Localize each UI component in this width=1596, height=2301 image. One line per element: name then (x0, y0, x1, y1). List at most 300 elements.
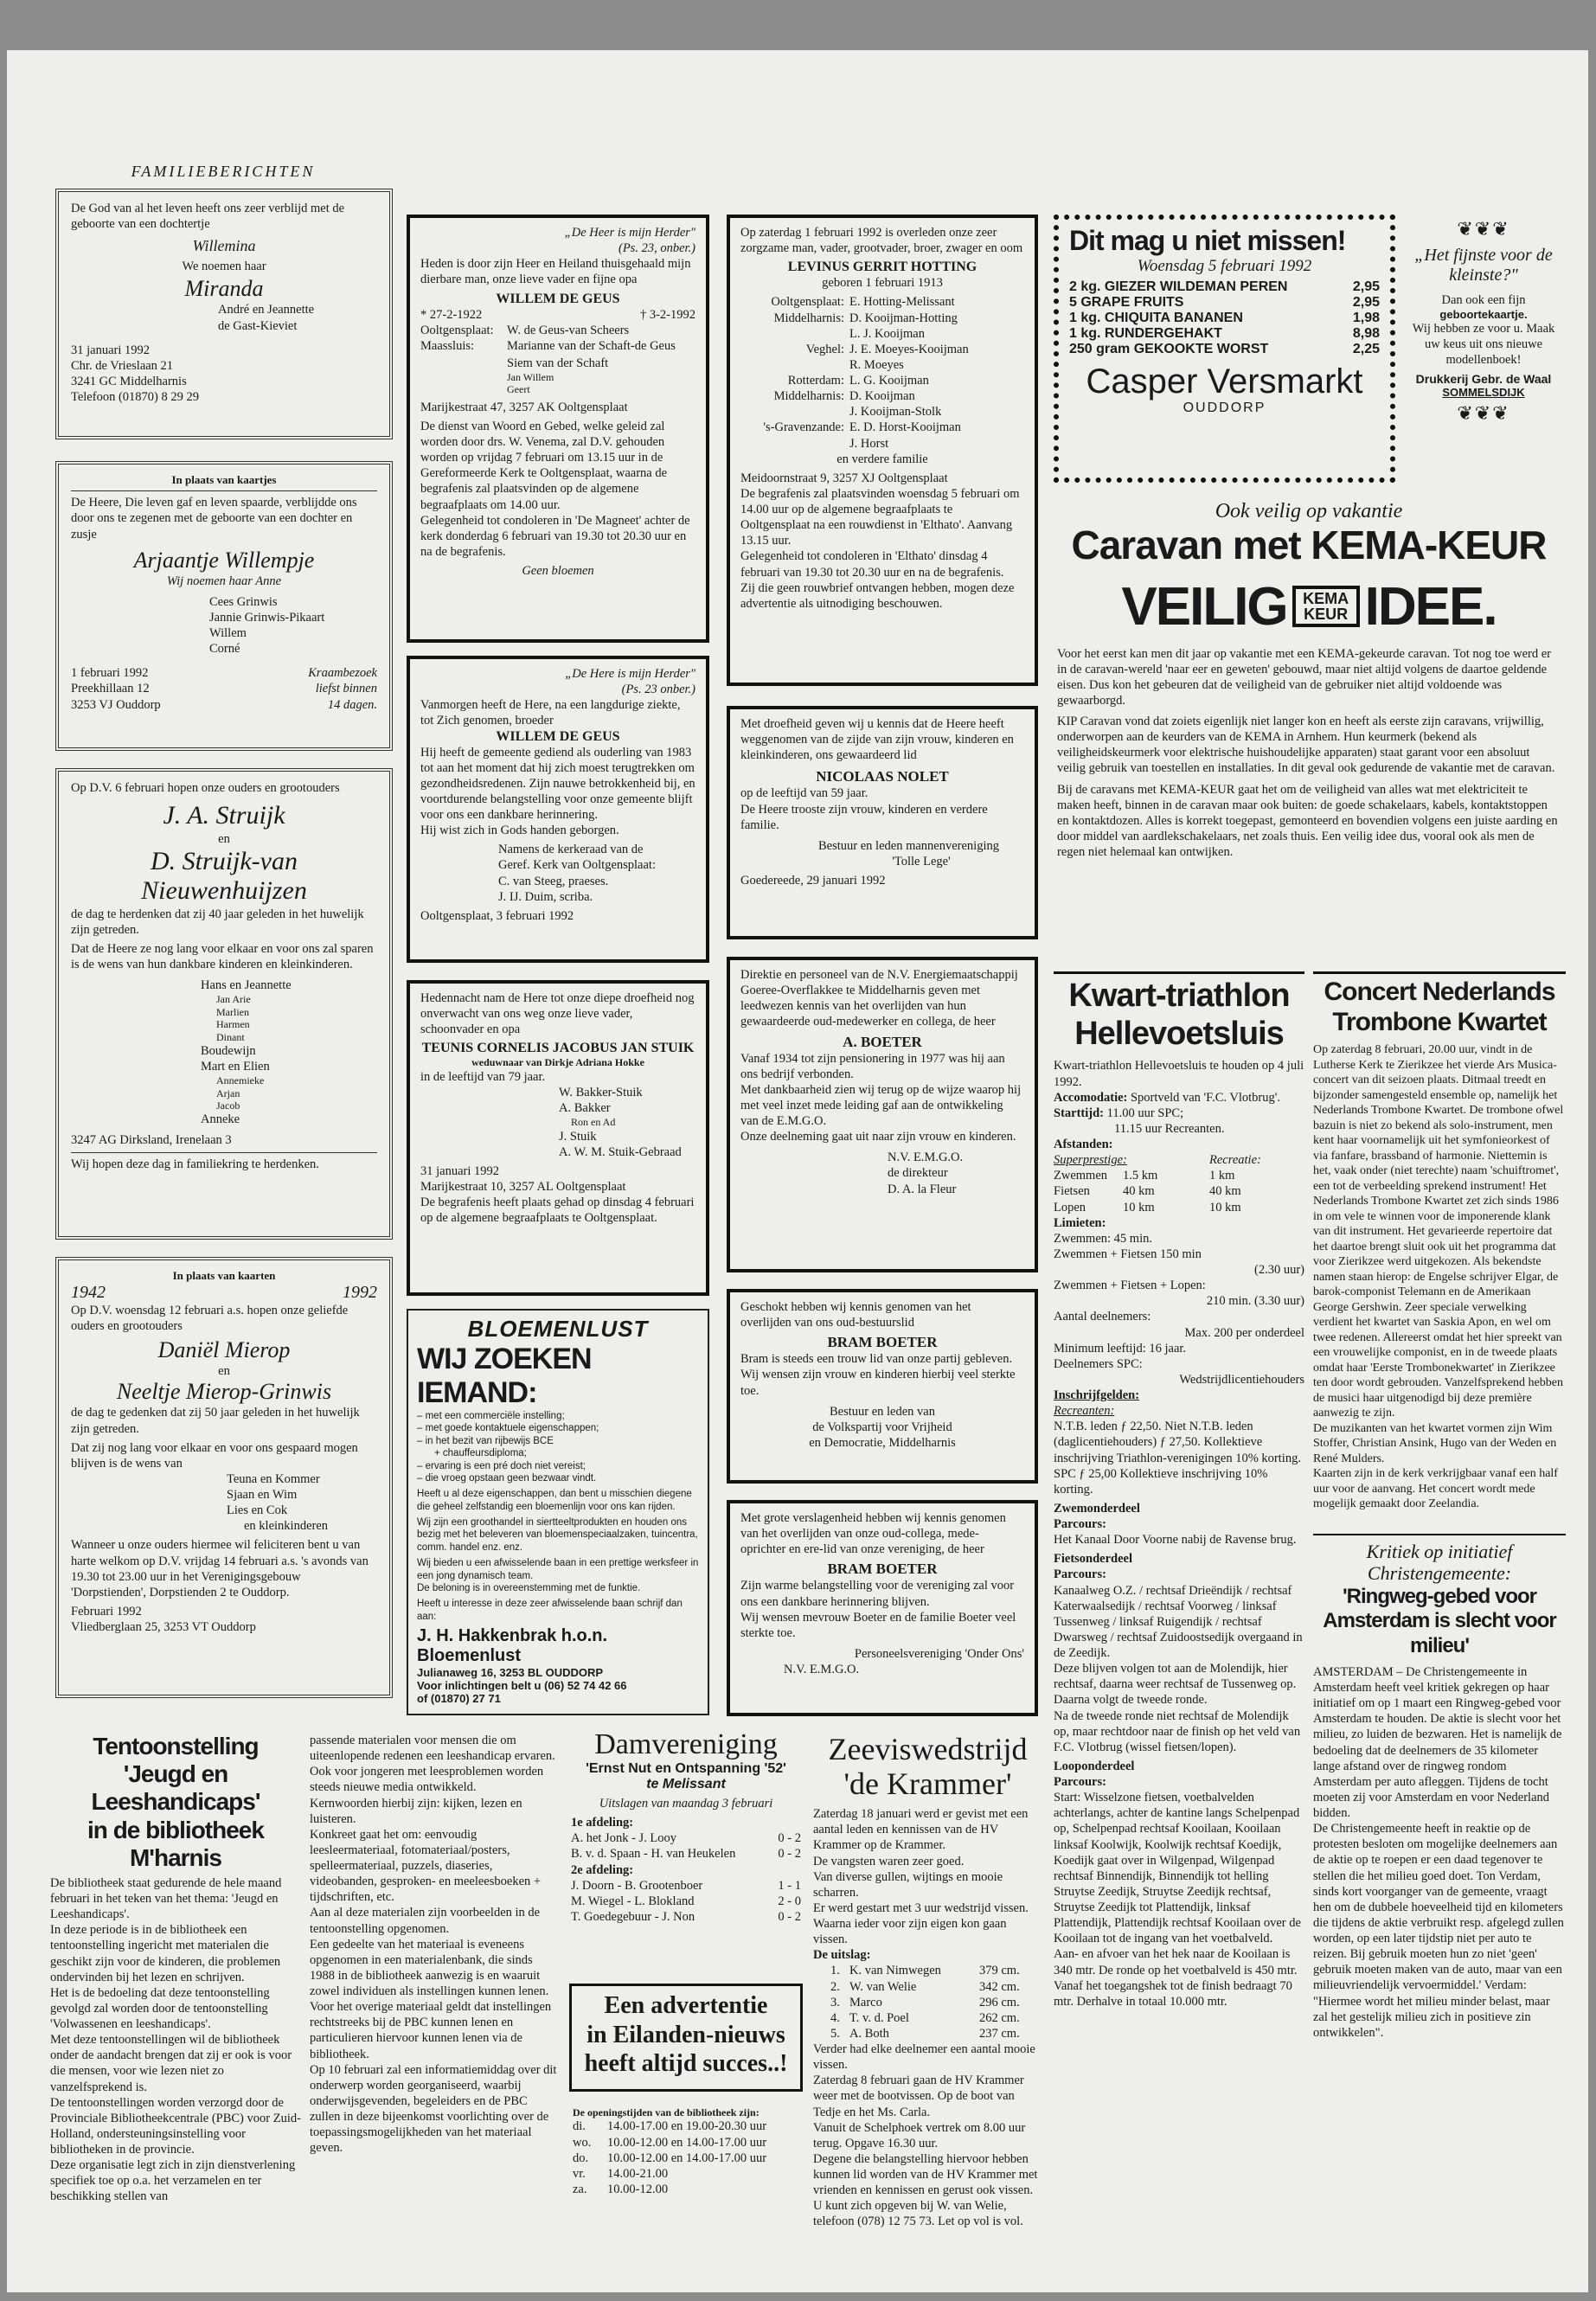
trombone-article (1313, 971, 1566, 1510)
row-label: Ooltgensplaat: (420, 323, 494, 337)
quote: „De Here is mijn Herder" (565, 667, 695, 681)
length: 379 cm. (979, 1964, 1020, 1978)
company-phone: Voor inlichtingen belt u (06) 52 74 42 66 (417, 1679, 627, 1692)
title-1: Kwart-triathlon (1068, 977, 1290, 1014)
ad-text: Hij wist zich in Gods handen geborgen. (420, 824, 619, 838)
ad-text: De God van al het leven heeft ons zeer verblijd met de geboorte van een dochtertje (71, 202, 345, 232)
company-address: Julianaweg 16, 3253 BL OUDDORP (417, 1666, 604, 1679)
shop-place: SOMMELSDIJK (1442, 385, 1525, 399)
paragraph: Een gedeelte van het materiaal is eveneens opgenomen in een materialenbank, die sinds 1988 in de bibliotheek aanwezig is en waaruit zowel individuen als instellingen kunnen lenen. Voor het overige materiaal geldt dat instellingen rechtstreeks bij de PBC kunnen lenen en particulieren hiervoor kunnen lenen via de bibliotheek. (310, 1937, 552, 2061)
signature: de direkteur (888, 1166, 948, 1181)
ad-mid: We noemen haar (182, 260, 266, 274)
deceased-name: A. BOETER (843, 1033, 922, 1050)
ad-text: Hij heeft de gemeente gediend als ouderling van 1983 tot aan het moment dat hij zich moest terugtrekken om gezondheidsredenen. Zijn nauwe betrokkenheid bij, en voortdurende belangstelling voor onze gemeente blijft voor ons een dankbare herinnering. (420, 745, 695, 822)
section: 2e afdeling: (571, 1862, 634, 1877)
signature: Bestuur en leden van (829, 1404, 935, 1419)
family-member: Harmen (216, 1018, 250, 1031)
paragraph: In deze periode is in de bibliotheek een tentoonstelling ingericht met materialen die geschikt zijn voor de kinderen, die problemen ondervinden bij het lezen en schrijven. (50, 1923, 281, 1984)
label: Parcours: (1054, 1775, 1106, 1789)
ad-title: In plaats van kaartjes (171, 473, 277, 486)
row-value: E. Hotting-Melissant (849, 295, 955, 310)
line-1: Een advertentie (604, 1992, 768, 2019)
dist-label: Lopen (1054, 1200, 1086, 1215)
section-head: Looponderdeel (1054, 1759, 1135, 1773)
product: 1 kg. RUNDERGEHAKT (1069, 326, 1222, 341)
obituary-geus-family (407, 215, 709, 643)
anniversary-ad-mierop (55, 1257, 393, 1698)
ad-text: Heeft u al deze eigenschappen, dan bent u misschien diegene die geheel zelfstandig een bloemenlijn voor ons kan rijden. (417, 1489, 692, 1512)
birth-ad-miranda (55, 189, 393, 439)
bloemenlust-job-ad (407, 1309, 709, 1715)
bloemenlust-logo: BLOEMENLUST (467, 1316, 649, 1342)
fisher: W. van Welie (849, 1979, 917, 1994)
dist-rec: 10 km (1209, 1200, 1241, 1215)
rank: 4. (830, 2010, 840, 2025)
price-row (1069, 342, 1380, 357)
paragraph: Kernwoorden hierbij zijn: kijken, lezen en luisteren. (310, 1796, 522, 1826)
paragraph: Na de tweede ronde niet rechtsaf de Molendijk op, maar rechtdoor naar de finish op het veld van F.C. Vlotbrug (wissel fietsen/lopen). (1054, 1708, 1301, 1754)
family-member: Siem van der Schaft (507, 356, 609, 370)
headline: WIJ ZOEKEN IEMAND: (417, 1343, 592, 1409)
deceased-name: WILLEM DE GEUS (496, 291, 620, 306)
quote-ref: (Ps. 23, onber.) (618, 241, 695, 256)
dist-label: Fietsen (1054, 1184, 1090, 1199)
row-value: J. E. Moeyes-Kooijman (849, 342, 969, 356)
ad-footer: Wij hopen deze dag in familiekring te herdenken. (71, 1157, 319, 1171)
row-value: Marianne van der Schaft-de Geus (507, 338, 676, 353)
family-member: Hans en Jeannette (201, 978, 292, 993)
bullet: + chauffeursdiploma; (434, 1448, 527, 1459)
match: M. Wiegel - L. Blokland (571, 1894, 695, 1908)
hours: 10.00-12.00 (607, 2182, 669, 2196)
ad-text: Gelegenheid tot condoleren in 'Elthato' dinsdag 4 februari van 19.30 tot 20.30 uur en na de begrafenis. (740, 549, 1004, 580)
date: 1 februari 1992 (71, 666, 149, 681)
bullet-text: met een commerciële instelling; (425, 1411, 565, 1421)
paragraph: Van diverse gullen, wijtings en mooie scharren. (813, 1869, 1003, 1900)
headline: Damvereniging (594, 1728, 778, 1760)
title-2: Hellevoetsluis (1074, 1015, 1284, 1052)
row-label: Middelharnis: (773, 389, 844, 404)
bullet: – die vroeg opstaan geen bezwaar vindt. (417, 1472, 597, 1484)
bullet-text: ervaring is een pré doch niet vereist; (425, 1460, 586, 1471)
ad-text: Met droefheid geven wij u kennis dat de Heere heeft weggenomen van de zijde van zijn vrouw, kinderen en kleinkinderen, ons gewaardeerd lid (740, 717, 1014, 763)
ad-text: Vanaf 1934 tot zijn pensionering in 1977 was hij aan ons bedrijf verbonden. (740, 1051, 1005, 1081)
headline-3: in de bibliotheek M'harnis (87, 1816, 264, 1871)
address-line: 3241 GC Middelharnis (71, 374, 187, 388)
address-line: Preekhillaan 12 (71, 682, 150, 696)
ad-text: Zijn warme belangstelling voor de vereniging zal voor ons een dankbare herinnering blijven. (740, 1579, 1015, 1609)
price-row (1069, 326, 1380, 342)
match: J. Doorn - B. Grootenboer (571, 1878, 703, 1893)
widower-note: weduwnaar van Dirkje Adriana Hokke (471, 1056, 644, 1069)
value: Minimum leeftijd: 16 jaar. (1054, 1341, 1187, 1356)
family-member: Annemieke (216, 1074, 265, 1087)
ad-text: Dat zij nog lang voor elkaar en voor ons gespaard mogen blijven is de wens van (71, 1440, 358, 1471)
row-value: D. Kooijman (849, 389, 915, 404)
signature: N.V. E.M.G.O. (784, 1663, 860, 1676)
family-header-text: FAMILIEBERICHTEN (131, 163, 316, 180)
paragraph: De muzikanten van het kwartet vormen zijn Wim Stoffer, Christian Ansink, Hugo van der Weden en René Mulders. (1313, 1421, 1557, 1465)
versmarkt-ad (1054, 215, 1395, 483)
visit-note: 14 dagen. (327, 697, 377, 712)
ad-footer: Geen bloemen (522, 564, 594, 579)
headline-1: Kritiek op initiatief (1366, 1541, 1513, 1562)
dist-rec: 40 km (1209, 1184, 1241, 1199)
paragraph: Bij de caravans met KEMA-KEUR gaat het om de veiligheid van alles wat met elektriciteit te maken heeft, binnen in de caravan maar ook buiten: de goede schakelaars, kabels, kontaktstoppen en kontaktdozen. Alles is korrekt toegepast, gemonteerd en bovendien volgens een juiste aarding en door middel van aardlekschakelaars, net zoals thuis. Een veilig idee dus, vooral ook als men de regen niet helemaal kan ontwijken. (1057, 782, 1558, 860)
deceased-name: BRAM BOETER (827, 1334, 938, 1351)
length: 296 cm. (979, 1995, 1020, 2009)
kritiek-article (1313, 1534, 1566, 2234)
ad-text: Wij zijn een groothandel in siertteeltprodukten en houden ons bezig met het beleveren van bloemenspeciaalzaken, tuincentra, comm. handel enz. enz. (417, 1517, 698, 1553)
price-row (1069, 295, 1380, 311)
ad-text: Wij wensen zijn vrouw en kinderen hierbij veel sterkte toe. (740, 1368, 1016, 1398)
value: Aantal deelnemers: (1054, 1310, 1151, 1324)
year-end: 1992 (343, 1283, 377, 1302)
label: Parcours: (1054, 1517, 1106, 1531)
row-label: 's-Gravenzande: (763, 420, 844, 435)
day: vr. (573, 2166, 586, 2181)
value: Zwemmen: 45 min. (1054, 1231, 1152, 1246)
fisher: Marco (849, 1995, 882, 2009)
age: op de leeftijd van 59 jaar. (740, 786, 869, 801)
value: 11.00 uur SPC; (1106, 1106, 1184, 1120)
rank: 2. (830, 1979, 840, 1994)
headline-1: Tentoonstelling (93, 1733, 259, 1759)
ad-date: Woensdag 5 februari 1992 (1137, 257, 1312, 275)
ad-text: Geschokt hebben wij kennis genomen van het overlijden van ons oud-bestuurslid (740, 1300, 971, 1330)
parent-1: André en Jeannette (218, 303, 315, 317)
value: Deelnemers SPC: (1054, 1356, 1143, 1371)
label: Inschrijfgelden: (1054, 1388, 1140, 1402)
address-line: Meidoornstraat 9, 3257 XJ Ooltgensplaat (740, 471, 948, 485)
deceased-name: LEVINUS GERRIT HOTTING (787, 260, 977, 275)
ad-text: Heeft u interesse in deze zeer afwisselende baan schrijf dan aan: (417, 1599, 683, 1622)
bullet-text: in het bezit van rijbewijs BCE (425, 1435, 554, 1446)
family-member: Cees Grinwis (209, 594, 278, 609)
ad-text: Hedennacht nam de Here tot onze diepe droefheid nog onverwacht van ons weg onze lieve vader, schoonvader en opa (420, 991, 695, 1037)
obituary-geus-church (407, 656, 709, 963)
library-hours (569, 2105, 803, 2234)
product: 2 kg. GIEZER WILDEMAN PEREN (1069, 279, 1288, 294)
family-member: Jan Willem (507, 371, 554, 383)
row-value: D. Kooijman-Hotting (849, 311, 958, 325)
family-member: Teuna en Kommer (227, 1471, 320, 1486)
match: A. het Jonk - J. Looy (571, 1831, 677, 1846)
paragraph: Zaterdag 18 januari werd er gevist met een aantal leden en kennissen van de HV Krammer op de Krammer. (813, 1807, 1029, 1853)
dist-sup: 40 km (1123, 1184, 1155, 1199)
bullet-text: die vroeg opstaan geen bezwaar vindt. (425, 1472, 597, 1484)
family-member: Lies en Cok (227, 1503, 288, 1518)
child-name-1: Willemina (192, 237, 256, 255)
paragraph: Op 10 februari zal een informatiemiddag over dit onderwerp worden georganiseerd, waarbij onderwijsgevenden, begeleiders en de PBC zullen in deze bijeenkomst voorlichting over de toepassingsmogelijkheden van het materiaal geven. (310, 2062, 557, 2156)
price: 1,98 (1352, 311, 1380, 325)
line-3: heeft altijd succes..! (584, 2050, 788, 2078)
kema-headline: Caravan met KEMA-KEUR (1071, 522, 1547, 567)
damvereniging-article (569, 1728, 803, 1971)
died: † 3-2-1992 (639, 307, 695, 322)
paragraph: KIP Caravan vond dat zoiets eigenlijk niet langer kon en heeft als eerste zijn caravans, vrijwillig, onderworpen aan de keurders van de KEMA in Arnhem. Hun keurmerk (bekend als veiligheidskeurmerk voor elektrische huishoudelijke apparaten) staat garant voor een absoluut veilig gebruik van toestellen en installaties. In dit geval ook gedurende de vakantie met de caravan. (1057, 715, 1555, 776)
ad-text: Wij hebben ze voor u. Maak uw keus uit ons nieuwe modellenboek! (1412, 322, 1555, 368)
signature: J. IJ. Duim, scriba. (498, 889, 593, 904)
child-name-2: Miranda (184, 276, 264, 302)
company-name: J. H. Hakkenbrak h.o.n. Bloemenlust (417, 1626, 608, 1665)
paragraph: Kaarten zijn in de kerk verkrijgbaar vanaf een half uur voor de aanvang. Het concert wordt mede mogelijk gemaakt door Zeelandia. (1313, 1467, 1558, 1510)
ornament-icon: ❦❦❦ (1457, 401, 1510, 424)
length: 262 cm. (979, 2010, 1020, 2025)
signature: N.V. E.M.G.O. (888, 1150, 964, 1165)
deceased-name: NICOLAAS NOLET (816, 768, 949, 785)
age: in de leeftijd van 79 jaar. (420, 1069, 546, 1084)
length: 237 cm. (979, 2026, 1020, 2041)
section-head: Zwemonderdeel (1054, 1501, 1140, 1516)
name-2: D. Struijk-van Nieuwenhuijzen (141, 846, 307, 906)
paragraph: Verder had elke deelnemer een aantal mooie vissen. (813, 2042, 1035, 2073)
kema-logo (1057, 576, 1561, 638)
parent-2: de Gast-Kieviet (218, 318, 298, 333)
fisher: T. v. d. Poel (849, 2010, 909, 2025)
row-label (740, 404, 849, 420)
obituary-stuik (407, 980, 709, 1296)
price-row (1069, 279, 1380, 295)
price: 2,95 (1352, 295, 1380, 310)
signature: Bestuur en leden mannenvereniging (818, 838, 999, 853)
paragraph: Konkreet gaat het om: eenvoudig leesleermateriaal, fotomateriaal/posters, spelleermateriaal, puzzels, diaseries, videobanden, gesproken- en meeleesboeken + tijdschriften, etc. (310, 1827, 542, 1905)
ad-title: Dit mag u niet missen! (1069, 225, 1346, 256)
obituary-boeter-vvd (727, 1289, 1038, 1484)
bullet: – met een commerciële instelling; (417, 1411, 565, 1421)
visit-note: Kraambezoek (308, 666, 377, 681)
dist-rec: 1 km (1209, 1169, 1235, 1183)
obituary-boeter-personeel (727, 1500, 1038, 1716)
paragraph: De tentoonstellingen worden verzorgd door de Provinciale Bibliotheekcentrale (PBC) voor Zuid-Holland, ondersteuningsinstelling voor bibliotheken in de provincie. (50, 2095, 301, 2157)
dist-label: Zwemmen (1054, 1169, 1108, 1183)
signature: en Democratie, Middelharnis (809, 1435, 956, 1450)
ad-text: Dat de Heere ze nog lang voor elkaar en voor ons zal sparen is de wens van hun dankbare kinderen en kleinkinderen. (71, 942, 374, 972)
paragraph: N.T.B. leden ƒ 22,50. Niet N.T.B. leden (daglicentiehouders) ƒ 27,50. Kollektieve inschrijving Triathlon-verenigingen 10% korting. SPC ƒ 25,00 Kollektieve inschrijving 10% korting. (1054, 1420, 1301, 1497)
length: 342 cm. (979, 1979, 1020, 1994)
ad-text: Bram is steeds een trouw lid van onze partij gebleven. (740, 1352, 1013, 1367)
paragraph: De vangsten waren zeer goed. (813, 1854, 965, 1868)
rank: 5. (830, 2026, 840, 2041)
match: B. v. d. Spaan - H. van Heukelen (571, 1847, 736, 1862)
family-member: Marlien (216, 1005, 249, 1018)
logo-left: VEILIG (1121, 576, 1287, 637)
en: en (218, 1364, 230, 1379)
ad-text: Op zaterdag 1 februari 1992 is overleden onze zeer zorgzame man, vader, grootvader, broer, zwager en oom (740, 226, 1023, 256)
date: Ooltgensplaat, 3 februari 1992 (420, 908, 574, 923)
paragraph: passende materialen voor mensen die om uiteenlopende redenen een leeshandicap ervaren. Ook voor jongeren met leesproblemen worden steeds nieuwe media ontwikkeld. (310, 1734, 555, 1795)
row-value: W. de Geus-van Scheers (507, 323, 630, 337)
day: wo. (573, 2135, 592, 2150)
row-label: Veghel: (805, 342, 844, 356)
quote-ref: (Ps. 23 onber.) (621, 683, 695, 697)
value: Zwemmen + Fietsen + Lopen: (1054, 1279, 1206, 1293)
family-member: Anneke (201, 1112, 240, 1127)
name-2: Neeltje Mierop-Grinwis (116, 1379, 332, 1405)
label: Afstanden: (1054, 1138, 1113, 1151)
label: Starttijd: (1054, 1106, 1104, 1120)
hours: 14.00-21.00 (607, 2166, 669, 2181)
family-member: Willem (209, 626, 247, 640)
quote: „De Heer is mijn Herder" (564, 226, 695, 240)
ad-text: Direktie en personeel van de N.V. Energiemaatschappij Goeree-Overflakkee te Middelharnis geven met leedwezen kennis van het overlijden van hun gewaardeerde oud-medewerker en collega, de heer (740, 968, 1018, 1029)
signature: Namens de kerkeraad van de (498, 843, 644, 857)
deceased-name: BRAM BOETER (827, 1561, 938, 1578)
ad-text: Dan ook een fijn (1441, 293, 1526, 307)
ad-text: Wanneer u onze ouders hiermee wil feliciteren bent u van harte welkom op D.V. vrijdag 14 februari a.s. 's avonds van 19.30 tot 23.00 uur in het Verenigingsgebouw 'Dorpstienden', Dorpstienden 2 te Ouddorp. (71, 1538, 369, 1599)
family-member: Ron en Ad (571, 1116, 616, 1129)
family-member: W. Bakker-Stuik (559, 1085, 643, 1099)
signature: de Volkspartij voor Vrijheid (812, 1420, 952, 1434)
kema-keur-mark: KEMA KEUR (1292, 586, 1360, 627)
name-1: J. A. Struijk (163, 801, 285, 830)
ad-text: Wij bieden u een afwisselende baan in een prettige werksfeer in een jong dynamisch team. (417, 1558, 699, 1581)
paragraph: Vanuit de Schelphoek vertrek om 8.00 uur terug. Opgave 16.30 uur. (813, 2120, 1026, 2150)
anniversary-ad-struijk (55, 768, 393, 1240)
paragraph: De bibliotheek staat gedurende de hele maand februari in het teken van het thema: 'Jeugd en Leeshandicaps'. (50, 1875, 282, 1922)
headline-2: 'de Krammer' (843, 1766, 1012, 1801)
family-member: A. W. M. Stuik-Gebraad (559, 1144, 682, 1159)
value: Zwemmen + Fietsen 150 min (1054, 1247, 1202, 1261)
price: 2,95 (1352, 279, 1380, 294)
family-member: A. Bakker (559, 1101, 611, 1116)
deceased-name: TEUNIS CORNELIS JACOBUS JAN STUIK (421, 1041, 695, 1056)
obituary-hotting (727, 215, 1038, 686)
signature: C. van Steeg, praeses. (498, 874, 609, 888)
paragraph: Deze organisatie legt zich in zijn dienstverlening specifiek toe op o.a. het verzamelen en ter beschikking stellen van (50, 2158, 296, 2204)
ad-text: Zij die geen rouwbrief ontvangen hebben, mogen deze advertentie als uitnodiging beschouwen. (740, 580, 1015, 611)
day: za. (573, 2182, 587, 2196)
ad-mid: Wij noemen haar Anne (166, 574, 282, 588)
bullet: – met goede kontaktuele eigenschappen; (417, 1423, 599, 1434)
paragraph: Met deze tentoonstellingen wil de bibliotheek onder de aandacht brengen dat zij er ook is voor die mensen, voor wie lezen niet zo vanzelfsprekend is. (50, 2033, 292, 2094)
store-place: OUDDORP (1183, 401, 1266, 415)
born: * 27-2-1922 (420, 307, 483, 322)
paragraph: Aan al deze materialen zijn voorbeelden in de tentoonstelling opgenomen. (310, 1906, 541, 1936)
row-label: Rotterdam: (787, 374, 844, 388)
family-header (59, 163, 388, 189)
row-label (740, 436, 849, 452)
ad-text: Met grote verslagenheid hebben wij kennis genomen van het overlijden van onze oud-collega, mede-oprichter en ere-lid van onze vereniging, de heer (740, 1511, 1006, 1557)
ad-text: Vanmorgen heeft de Here, na een langdurige ziekte, tot Zich genomen, broeder (420, 698, 681, 728)
deceased-name: WILLEM DE GEUS (496, 728, 620, 744)
sub-2: te Melissant (646, 1777, 726, 1791)
fisher: A. Both (849, 2026, 889, 2041)
headline-3: 'Ringweg-gebed voor Amsterdam is slecht voor milieu' (1323, 1584, 1556, 1658)
family-member: Jan Arie (216, 993, 251, 1006)
en: en (218, 831, 230, 846)
day: do. (573, 2150, 589, 2165)
triathlon-article (1054, 971, 1304, 2234)
rank: 3. (830, 1995, 840, 2009)
paragraph: Zaterdag 8 februari gaan de HV Krammer weer met de bootvissen. Op de boot van Tedje en het Ms. Carla. (813, 2073, 1024, 2119)
hours: 10.00-12.00 en 14.00-17.00 uur (607, 2135, 767, 2150)
ad-bold: geboortekaartje. (1439, 308, 1528, 322)
ad-text: De begrafenis heeft plaats gehad op dinsdag 4 februari op de algemene begraafplaats te Ooltgensplaat. (420, 1195, 695, 1226)
family-member: J. Stuik (559, 1129, 597, 1144)
score: 2 - 0 (778, 1894, 801, 1908)
title-2: Trombone Kwartet (1332, 1007, 1547, 1036)
ad-text: Onze deelneming gaat uit naar zijn vrouw en kinderen. (740, 1130, 1016, 1144)
day: di. (573, 2119, 586, 2134)
dist-sup: 1.5 km (1123, 1169, 1158, 1183)
address-line: Telefoon (01870) 8 29 29 (71, 390, 199, 404)
ad-text: De begrafenis zal plaatsvinden woensdag 5 februari om 14.00 uur op de algemene begraafplaats te Ooltgensplaat na een rouwdienst in 'Elthato'. Aanvang 13.15 uur. (740, 486, 1020, 548)
label: Parcours: (1054, 1567, 1106, 1582)
date: Februari 1992 (71, 1604, 142, 1618)
value: Max. 200 per onderdeel (1184, 1325, 1304, 1340)
paragraph: Het is de bedoeling dat deze tentoonstelling gevolgd zal worden door de tentoonstelling 'Volwassenen en leeshandicaps'. (50, 1985, 270, 2032)
address-line: Marijkestraat 47, 3257 AK Ooltgensplaat (420, 400, 628, 414)
row-value: E. D. Horst-Kooijman (849, 420, 961, 435)
ad-text: Heden is door zijn Heer en Heiland thuisgehaald mijn dierbare man, onze lieve vader en fijne opa (420, 257, 691, 287)
zeevis-article (813, 1733, 1042, 2234)
family-member: Boudewijn (201, 1043, 256, 1058)
ad-text: De dienst van Woord en Gebed, welke geleid zal worden door drs. W. Venema, zal D.V. gehouden worden op vrijdag 7 februari om 13.15 uur in de Gereformeerde Kerk te Ooltgensplaat, waarna de begrafenis zal plaatsvinden op de algemene begraafplaats om 14.00 uur. (420, 419, 668, 512)
ad-text: Met dankbaarheid zien wij terug op de wijze waarop hij met veel inzet mede leiding gaf aan de ontwikkeling van de E.M.G.O. (740, 1082, 1022, 1128)
score: 0 - 2 (778, 1909, 801, 1924)
row-value: L. J. Kooijman (849, 326, 925, 341)
score: 0 - 2 (778, 1847, 801, 1862)
hours-title: De openingstijden van de bibliotheek zijn: (573, 2106, 760, 2118)
value: Sportveld van 'F.C. Vlotbrug'. (1130, 1090, 1280, 1105)
value: 11.15 uur Recreanten. (1114, 1121, 1225, 1136)
rank: 1. (830, 1964, 840, 1978)
date: Goedereede, 29 januari 1992 (740, 874, 886, 888)
ad-intro: Op D.V. woensdag 12 februari a.s. hopen onze geliefde ouders en grootouders (71, 1304, 349, 1334)
family-member: Geert (507, 383, 530, 396)
hours: 10.00-12.00 en 14.00-17.00 uur (607, 2150, 767, 2165)
address-line: 31 januari 1992 (71, 343, 151, 357)
sub-3: Uitslagen van maandag 3 februari (599, 1797, 773, 1811)
product: 5 GRAPE FRUITS (1069, 295, 1184, 310)
value: 210 min. (3.30 uur) (1206, 1294, 1304, 1309)
fisher: K. van Nimwegen (849, 1964, 941, 1978)
row-label (740, 357, 849, 373)
logo-right: IDEE. (1364, 576, 1497, 637)
de-waal-ad (1401, 215, 1566, 465)
score: 0 - 2 (778, 1831, 801, 1846)
paragraph: Deze blijven volgen tot aan de Molendijk, hier rechtsaf, daarna weer rechtsaf de Tussenweg op. Daarna volgt de tweede ronde. (1054, 1662, 1297, 1708)
family-member: Jannie Grinwis-Pikaart (209, 610, 325, 625)
paragraph: Waarna ieder voor zijn eigen kon gaan vissen. (813, 1917, 1007, 1947)
row-label (740, 326, 849, 342)
row-label: Ooltgensplaat: (771, 295, 844, 310)
row-value: R. Moeyes (849, 357, 904, 372)
line-2: in Eilanden-nieuws (586, 2021, 785, 2048)
ad-text: Wij wensen mevrouw Boeter en de familie Boeter veel sterkte toe. (740, 1610, 1016, 1640)
product: 250 gram GEKOOKTE WORST (1069, 342, 1269, 356)
newspaper-page (7, 50, 1588, 2292)
row-value: J. Kooijman-Stolk (849, 405, 942, 420)
price: 2,25 (1352, 342, 1380, 356)
family-member: Dinant (216, 1030, 245, 1043)
signature: Personeelsvereniging 'Onder Ons' (854, 1646, 1024, 1661)
family-member: Arjan (216, 1086, 240, 1099)
signature: D. A. la Fleur (888, 1182, 957, 1196)
obituary-nolet (727, 706, 1038, 939)
kema-article (1054, 500, 1564, 967)
row-label: Middelharnis: (773, 311, 844, 325)
value: Wedstrijdlicentiehouders (1179, 1372, 1304, 1387)
ad-text: De beloning is in overeenstemming met de funktie. (417, 1582, 641, 1593)
ad-text: de dag te gedenken dat zij 50 jaar geleden in het huwelijk zijn getreden. (71, 1406, 360, 1436)
paragraph: Kwart-triathlon Hellevoetsluis te houden op 4 juli 1992. (1054, 1059, 1304, 1089)
ad-text: Gelegenheid tot condoleren in 'De Magneet' achter de kerk donderdag 6 februari van 19.30 tot 20.30 uur en na de begrafenis. (420, 513, 690, 559)
tentoonstelling-article (50, 1733, 561, 2234)
section-head: Fietsonderdeel (1054, 1552, 1133, 1567)
bullet-text: met goede kontaktuele eigenschappen; (425, 1423, 599, 1434)
